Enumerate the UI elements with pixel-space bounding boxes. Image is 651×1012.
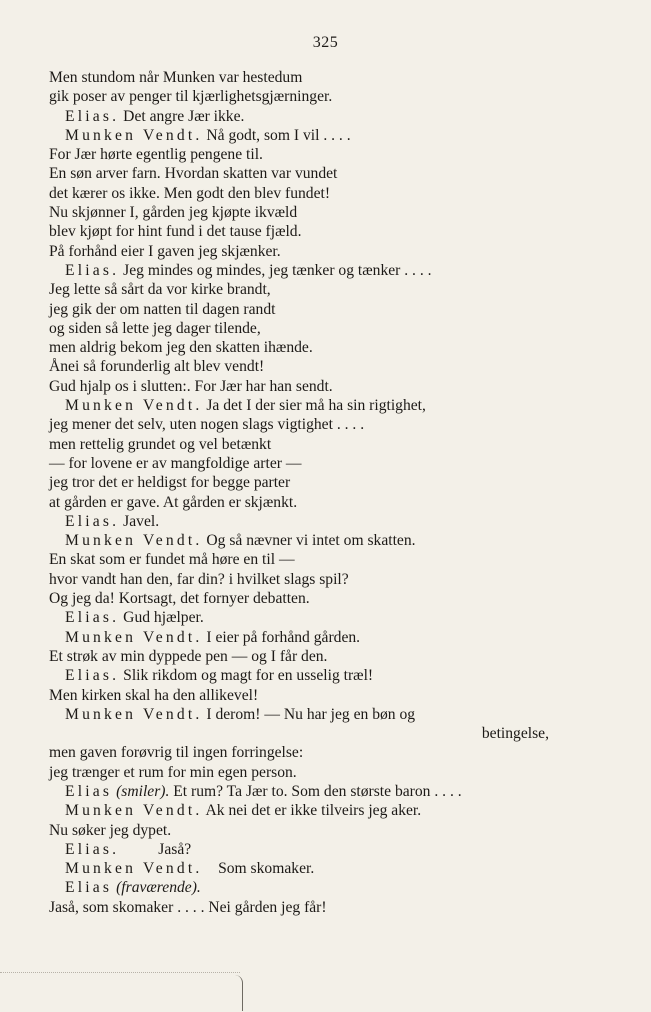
speaker-line: Munken Vendt. I eier på forhånd gården. [65,628,361,646]
stage-direction: (fraværende). [116,879,201,897]
speaker-name: Munken Vendt. [65,397,203,415]
page-number: 325 [312,34,339,51]
text-line: jeg tror det er heldigst for begge parter [49,474,291,492]
speaker-name: Elias. [65,107,120,125]
text-line: Et strøk av min dyppede pen — og I får den. [49,647,328,665]
text-line: En søn arver farn. Hvordan skatten var vundet [49,165,338,183]
speaker-line: Munken Vendt. Nå godt, som I vil . . . . [65,126,351,144]
stage-direction: (smiler). [116,782,170,800]
text-line: men gaven forøvrig til ingen forringelse: [49,744,304,762]
speaker-name: Munken Vendt. [65,532,203,550]
text-line: jeg trænger et rum for min egen person. [49,763,297,781]
text-line: det kærer os ikke. Men godt den blev fundet! [49,184,331,202]
text-line: På forhånd eier I gaven jeg skjænker. [49,242,281,260]
text-line-right: betingelse, [481,725,549,743]
text-line: jeg mener det selv, uten nogen slags vigtighet . . . . [49,416,365,434]
speaker-name: Munken Vendt. [65,126,203,144]
speaker-name: Elias. [65,512,120,530]
speaker-line: Munken Vendt. I derom! — Nu har jeg en bøn og [65,705,416,723]
speaker-name: Elias [65,782,113,800]
text-line: Og jeg da! Kortsagt, det fornyer debatten. [49,590,310,608]
text-line: men aldrig bekom jeg den skatten ihænde. [49,339,313,357]
text-line: For Jær hørte egentlig pengene til. [49,146,263,164]
text-line: hvor vandt han den, far din? i hvilket slags spil? [49,570,349,588]
speaker-line: Munken Vendt. Som skomaker. [65,860,315,878]
speaker-line: Munken Vendt. Ja det I der sier må ha sin rigtighet, [65,397,426,415]
text-line: Jeg lette så sårt da vor kirke brandt, [49,281,271,299]
speaker-name: Munken Vendt. [65,802,203,820]
verse-text [49,68,549,917]
speaker-name: Munken Vendt. [65,860,203,878]
speaker-name: Munken Vendt. [65,628,203,646]
speaker-name: Elias. [65,261,120,279]
text-line: blev kjøpt for hint fund i det tause fjæld. [49,223,302,241]
speaker-line: Munken Vendt. Og så nævner vi intet om skatten. [65,532,416,550]
text-line: at gården er gave. At gården er skjænkt. [49,493,298,511]
speaker-line: Elias (smiler). Et rum? Ta Jær to. Som den største baron . . . . [65,782,462,800]
text-line: Nu søker jeg dypet. [49,821,172,839]
page-edge-mark [0,972,240,1012]
text-line: Men kirken skal ha den allikevel! [49,686,259,704]
speaker-line: Munken Vendt. Ak nei det er ikke tilveirs jeg aker. [65,802,422,820]
text-line: Nu skjønner I, gården jeg kjøpte ikvæld [49,204,298,222]
speaker-line: Elias. Javel. [65,512,160,530]
speaker-line: Elias. Jeg mindes og mindes, jeg tænker og tænker . . . . [65,261,432,279]
text-line: Gud hjalp os i slutten:. For Jær har han sendt. [49,377,333,395]
speaker-line: Elias. Jaså? [65,840,192,858]
speaker-name: Elias. [65,667,120,685]
speaker-line: Elias. Slik rikdom og magt for en usselig træl! [65,667,374,685]
text-line: Ånei så forunderlig alt blev vendt! [49,358,265,376]
text-line: — for lovene er av mangfoldige arter — [49,454,302,472]
speaker-name: Elias [65,879,113,897]
text-line: Jaså, som skomaker . . . . Nei gården jeg får! [49,898,327,916]
speaker-name: Elias. [65,609,120,627]
speaker-line: Elias. Gud hjælper. [65,609,204,627]
text-line: Men stundom når Munken var hestedum [49,69,303,86]
speaker-name: Elias. [65,840,120,858]
page-curl-mark [234,975,243,1011]
text-line: jeg gik der om natten til dagen randt [49,300,276,318]
speaker-line [49,878,549,897]
speaker-line: Elias. Det angre Jær ikke. [65,107,245,125]
text-line: og siden så lette jeg dager tilende, [49,319,261,337]
speaker-name: Munken Vendt. [65,705,203,723]
text-line: men rettelig grundet og vel betænkt [49,435,272,453]
text-line: En skat som er fundet må høre en til — [49,551,295,569]
text-line: gik poser av penger til kjærlighetsgjærninger. [49,88,333,106]
